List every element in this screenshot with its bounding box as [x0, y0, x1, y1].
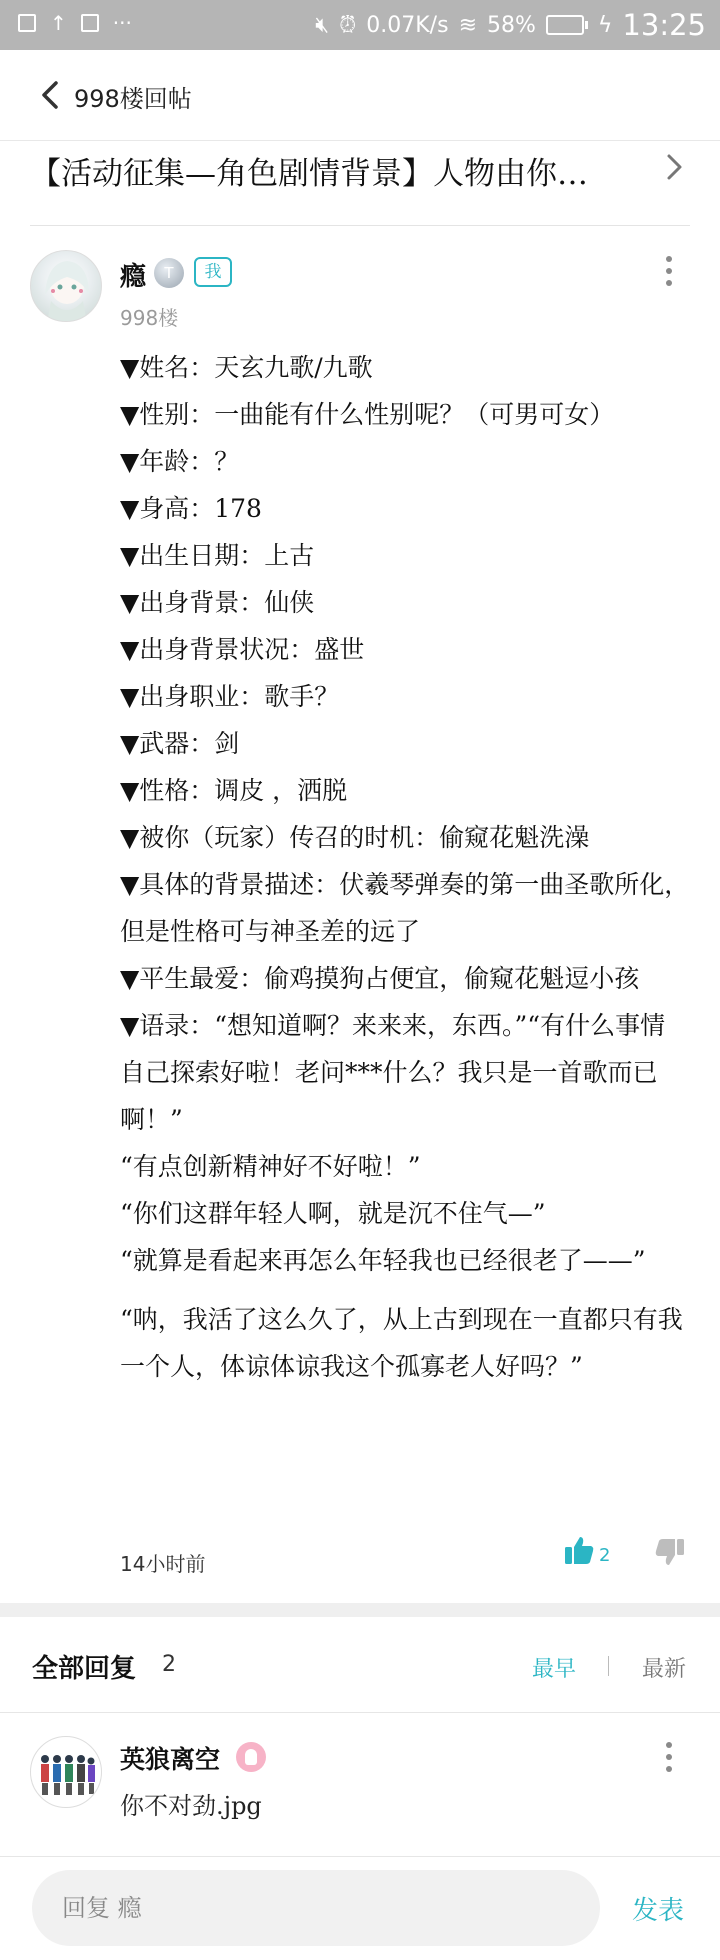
- replies-title: 全部回复: [32, 1654, 137, 1684]
- post-line: ▼身高：178: [120, 494, 262, 523]
- mute-icon: 🔇︎: [315, 12, 330, 38]
- clock: 13:25: [622, 8, 706, 42]
- network-speed: 0.07K/s: [366, 12, 449, 38]
- status-bar: [0, 0, 720, 50]
- post-line: “就算是看起来再怎么年轻我也已经很老了——”: [120, 1246, 646, 1275]
- battery-icon: [546, 15, 588, 35]
- post-line: ▼平生最爱：偷鸡摸狗占便宜，偷窥花魁逗小孩: [120, 964, 640, 993]
- reply-input[interactable]: 回复 瘾: [32, 1870, 600, 1946]
- post-line: ▼武器：剑: [120, 729, 240, 758]
- floor-number: 998楼: [120, 306, 179, 330]
- header-divider: [0, 140, 720, 141]
- post-line: ▼姓名：天玄九歌/九歌: [120, 353, 373, 382]
- reply-avatar-illustration: [31, 1737, 102, 1808]
- post-line: ▼被你（玩家）传召的时机：偷窥花魁洗澡: [120, 823, 590, 852]
- level-badge: T: [154, 258, 184, 288]
- post-line: ▼性别：一曲能有什么性别呢？（可男可女）: [120, 400, 615, 429]
- reply-text: 你不对劲.jpg: [120, 1792, 262, 1820]
- image-icon: [18, 14, 36, 32]
- wifi-icon: ≋: [458, 12, 477, 38]
- more-options-icon[interactable]: [664, 1742, 674, 1774]
- post-line: ▼性格：调皮 ，洒脱: [120, 776, 348, 805]
- status-right-icons: [315, 8, 706, 42]
- thumbs-down-icon[interactable]: [655, 1538, 685, 1568]
- alarm-icon: ⏰︎: [339, 12, 357, 38]
- post-line: ▼出生日期：上古: [120, 541, 315, 570]
- post-username[interactable]: 瘾: [120, 262, 147, 292]
- upload-icon: ↑: [50, 11, 67, 35]
- post-line: ▼出身职业：歌手？: [120, 682, 340, 711]
- post-line: “呐，我活了这么久了，从上古到现在一直都只有我一个人，体谅体谅我这个孤寡老人好吗？”: [120, 1305, 683, 1381]
- back-arrow-icon[interactable]: [36, 80, 64, 110]
- avatar-illustration: [31, 251, 102, 322]
- screenshot-icon: [81, 14, 99, 32]
- reply-username[interactable]: 英狼离空: [120, 1745, 221, 1774]
- sort-divider: [608, 1656, 609, 1676]
- reply-avatar[interactable]: [30, 1736, 102, 1808]
- avatar[interactable]: [30, 250, 102, 322]
- divider: [30, 225, 690, 226]
- post-line: “有点创新精神好不好啦！”: [120, 1152, 421, 1181]
- post-line: ▼语录：“想知道啊？来来来，东西。”“有什么事情自己探索好啦！老问***什么？我只是一首歌而已啊！”: [120, 1011, 666, 1134]
- post-line: ▼具体的背景描述：伏羲琴弹奏的第一曲圣歌所化，但是性格可与神圣差的远了: [120, 870, 690, 946]
- post-content: [120, 344, 690, 1390]
- thread-title-link[interactable]: 【活动征集—角色剧情背景】人物由你…: [30, 156, 588, 192]
- post-line: “你们这群年轻人啊，就是沉不住气—”: [120, 1199, 546, 1228]
- more-options-icon[interactable]: [664, 256, 674, 288]
- send-button[interactable]: 发表: [632, 1896, 685, 1926]
- me-badge: 我: [194, 257, 232, 287]
- battery-percent: 58%: [487, 12, 536, 38]
- section-separator: [0, 1603, 720, 1617]
- chevron-right-icon[interactable]: [664, 152, 686, 182]
- status-left-icons: [18, 11, 132, 35]
- replies-count: 2: [162, 1652, 176, 1677]
- page-title: 998楼回帖: [74, 85, 192, 113]
- post-line: ▼年龄：？: [120, 447, 240, 476]
- post-line: ▼出身背景状况：盛世: [120, 635, 365, 664]
- header: [0, 50, 720, 140]
- post-timestamp: 14小时前: [120, 1552, 206, 1576]
- sort-latest-tab[interactable]: 最新: [642, 1657, 687, 1682]
- like-count: 2: [599, 1545, 611, 1566]
- more-notifications-icon: ···: [112, 11, 132, 35]
- sort-earliest-tab[interactable]: 最早: [532, 1657, 577, 1682]
- member-badge-icon: [236, 1742, 266, 1772]
- thumbs-up-icon[interactable]: [563, 1534, 595, 1566]
- divider: [0, 1712, 720, 1713]
- charging-icon: ϟ: [597, 12, 613, 38]
- post-line: ▼出身背景：仙侠: [120, 588, 315, 617]
